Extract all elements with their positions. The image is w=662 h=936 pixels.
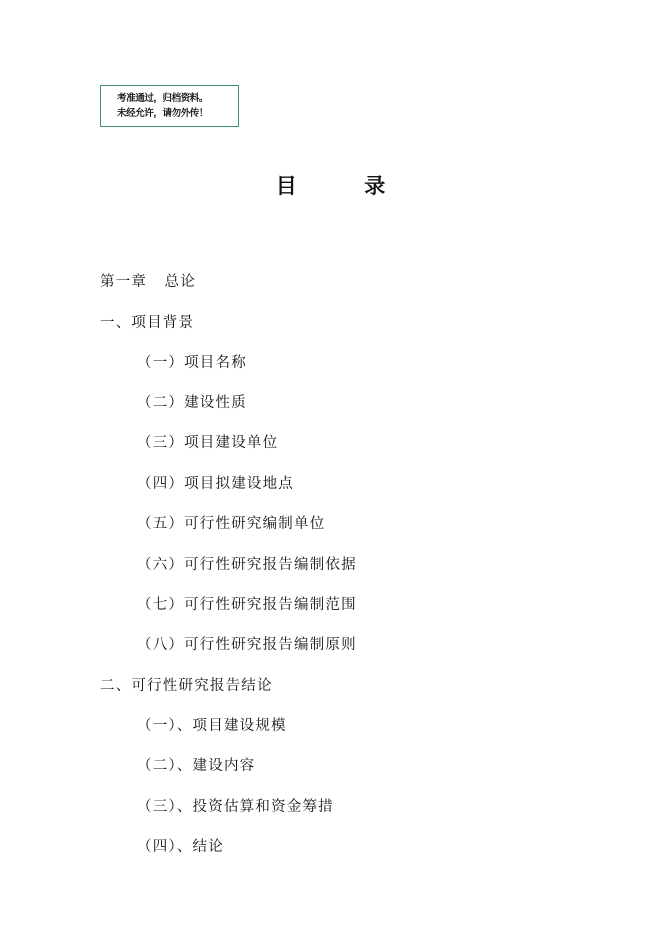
toc-entry-report-conclusion[interactable]: 二、可行性研究报告结论	[100, 678, 273, 694]
toc-entry-project-background[interactable]: 一、项目背景	[100, 315, 195, 331]
toc-entry-compiling-scope[interactable]: （七）可行性研究报告编制范围	[137, 597, 357, 613]
toc-entry-conclusion[interactable]: （四）、结论	[137, 839, 224, 855]
toc-entry-compiling-basis[interactable]: （六）可行性研究报告编制依据	[137, 557, 357, 573]
toc-entry-project-name[interactable]: （一）项目名称	[137, 355, 247, 371]
confidential-notice-box	[100, 85, 239, 127]
toc-entry-compiling-principles[interactable]: （八）可行性研究报告编制原则	[137, 637, 357, 653]
toc-entry-chapter-1[interactable]: 第一章 总论	[100, 274, 196, 290]
toc-entry-construction-nature[interactable]: （二）建设性质	[137, 395, 247, 411]
toc-entry-investment-estimate[interactable]: （三）、投资估算和资金筹措	[137, 799, 334, 815]
toc-entry-construction-scale[interactable]: （一）、项目建设规模	[137, 718, 287, 734]
notice-line-2: 未经允许，请勿外传！	[117, 108, 209, 119]
notice-line-1: 考准通过，归档资料。	[117, 93, 209, 104]
toc-entry-construction-unit[interactable]: （三）项目建设单位	[137, 435, 279, 451]
toc-entry-construction-site[interactable]: （四）项目拟建设地点	[137, 476, 294, 492]
toc-entry-compiling-unit[interactable]: （五）可行性研究编制单位	[137, 516, 326, 532]
toc-entry-construction-content[interactable]: （二）、建设内容	[137, 758, 256, 774]
toc-title: 目 录	[275, 173, 387, 198]
